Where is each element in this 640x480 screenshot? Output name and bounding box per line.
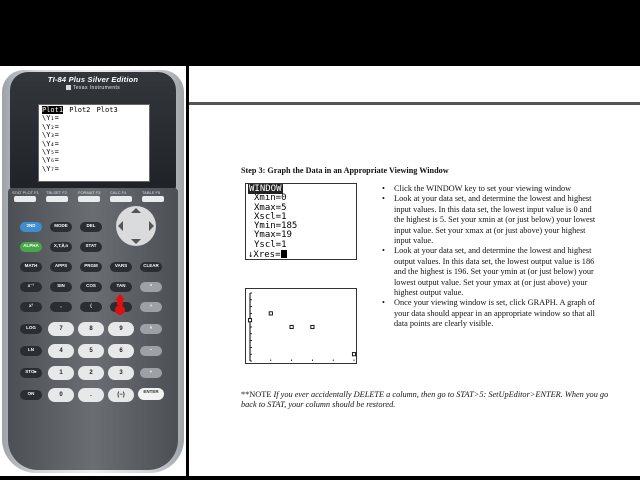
key-sin[interactable]: SIN: [50, 282, 72, 292]
key-cos[interactable]: COS: [80, 282, 102, 292]
key-1[interactable]: 1: [48, 366, 74, 380]
key-mode[interactable]: MODE: [50, 222, 72, 232]
zoom-key[interactable]: [78, 196, 100, 202]
key-inverse[interactable]: x⁻¹: [20, 282, 42, 292]
plot-row: [42, 106, 146, 114]
plot1-label[interactable]: Plot1: [42, 106, 64, 114]
calculator-model: TI-84 Plus Silver Edition: [47, 75, 139, 84]
data-point-4: [311, 325, 314, 328]
equation-y7: \Y₇=: [42, 164, 59, 173]
equation-y3: \Y₃=: [42, 131, 59, 140]
key-9[interactable]: 9: [108, 322, 134, 336]
window-key[interactable]: [46, 196, 68, 202]
key-power[interactable]: ^: [140, 282, 162, 292]
calculator-screen: [38, 104, 150, 182]
key-tan[interactable]: TAN: [110, 282, 132, 292]
calculator-top: [10, 72, 176, 192]
key-math[interactable]: MATH: [20, 262, 42, 272]
bullet-4: • Once your viewing window is set, click GRAPH. A graph of your data should appear in an appropriate window so that all data points are clearly visible.: [380, 298, 596, 329]
key-2[interactable]: 2: [78, 366, 104, 380]
calculator-panel: [0, 66, 186, 476]
key-lparen[interactable]: (: [80, 302, 102, 312]
note-prefix: **NOTE: [241, 390, 272, 399]
keypad: [8, 188, 178, 470]
window-xres: ↓Xres=: [248, 250, 281, 261]
key-sto[interactable]: STO▸: [20, 368, 42, 378]
key-on[interactable]: ON: [20, 390, 42, 400]
document-page: [189, 66, 640, 476]
key-log[interactable]: LOG: [20, 324, 42, 334]
window-title: WINDOW: [249, 184, 282, 194]
graph-screen-image: [245, 288, 357, 364]
note-text: If you ever accidentally DELETE a column, then go to STAT>5: SetUpEditor>ENTER. When you go back to STAT, your column should be restored.: [241, 390, 609, 410]
key-decimal[interactable]: .: [78, 388, 104, 402]
window-screen-image: [245, 183, 357, 260]
brand-text: Texas Instruments: [72, 85, 121, 91]
key-enter[interactable]: ENTER: [138, 388, 164, 400]
data-point-5: [352, 353, 355, 356]
cursor-icon: [281, 250, 287, 258]
arrow-pad[interactable]: [116, 206, 156, 246]
window-xscl: Xscl=1: [254, 211, 287, 222]
ti-logo-icon: [66, 85, 71, 90]
window-ymax: Ymax=19: [254, 230, 292, 241]
y-equals-key[interactable]: [14, 196, 36, 202]
equation-y4: \Y₄=: [42, 139, 59, 148]
calculator-brand: [10, 85, 176, 91]
document-header-rule: [189, 102, 640, 105]
fn-label-3: FORMAT F3: [78, 190, 101, 195]
fn-label-4: CALC F4: [110, 190, 127, 195]
bullet-1: • Click the WINDOW key to set your viewing window: [380, 184, 596, 194]
window-ymin: Ymin=185: [254, 221, 298, 232]
key-vars[interactable]: VARS: [110, 262, 132, 272]
instruction-list: [380, 184, 596, 330]
data-point-2: [269, 312, 272, 315]
scatter-plot: [246, 289, 358, 365]
equation-y6: \Y₆=: [42, 156, 59, 165]
key-2nd[interactable]: 2ND: [20, 222, 42, 232]
key-stat[interactable]: STAT: [80, 242, 102, 252]
key-7[interactable]: 7: [48, 322, 74, 336]
window-yscl: Yscl=1: [254, 239, 287, 250]
key-alpha[interactable]: ALPHA: [20, 242, 42, 252]
equation-y5: \Y₅=: [42, 148, 59, 157]
window-xmax: Xmax=5: [254, 202, 287, 213]
key-4[interactable]: 4: [48, 344, 74, 358]
key-apps[interactable]: APPS: [50, 262, 72, 272]
key-0[interactable]: 0: [48, 388, 74, 402]
equation-y1: \Y₁=: [42, 114, 59, 123]
graph-key[interactable]: [142, 196, 164, 202]
note-paragraph: [241, 390, 611, 411]
plot3-label[interactable]: Plot3: [96, 106, 118, 114]
key-clear[interactable]: CLEAR: [140, 262, 162, 272]
key-comma[interactable]: ,: [50, 302, 72, 312]
down-arrow-icon[interactable]: [131, 239, 141, 244]
key-6[interactable]: 6: [108, 344, 134, 358]
fn-label-1: STAT PLOT F1: [12, 190, 39, 195]
key-prgm[interactable]: PRGM: [80, 262, 102, 272]
key-xt[interactable]: X,T,θ,n: [50, 242, 72, 252]
fn-label-5: TABLE F5: [142, 190, 161, 195]
data-point-1: [248, 319, 251, 322]
press-indicator-icon: [112, 294, 128, 316]
step-title: Step 3: Graph the Data in an Appropriate Viewing Window: [241, 166, 449, 175]
left-arrow-icon[interactable]: [118, 221, 123, 231]
bullet-3: • Look at your data set, and determine the lowest and highest output values. In this data set, the lowest output value is 186 and the highest is 196. Set your ymin at (or just below) your lowest output value. Set your ymax at (or just above) your highest output value.: [380, 246, 596, 298]
key-square[interactable]: x²: [20, 302, 42, 312]
key-del[interactable]: DEL: [80, 222, 102, 232]
equation-y2: \Y₂=: [42, 122, 59, 131]
key-minus[interactable]: −: [140, 346, 162, 356]
key-multiply[interactable]: ×: [140, 324, 162, 334]
window-xres-row: [248, 250, 354, 260]
data-point-3: [290, 325, 293, 328]
window-xmin: Xmin=0: [254, 193, 287, 204]
up-arrow-icon[interactable]: [131, 208, 141, 213]
key-3[interactable]: 3: [108, 366, 134, 380]
key-negative[interactable]: (−): [108, 388, 134, 402]
plot2-label[interactable]: Plot2: [69, 106, 91, 114]
key-ln[interactable]: LN: [20, 346, 42, 356]
right-arrow-icon[interactable]: [149, 221, 154, 231]
key-divide[interactable]: ÷: [140, 302, 162, 312]
fn-label-2: TBLSET F2: [46, 190, 67, 195]
key-plus[interactable]: +: [140, 368, 162, 378]
calculator-body: [2, 70, 184, 473]
key-8[interactable]: 8: [78, 322, 104, 336]
key-5[interactable]: 5: [78, 344, 104, 358]
trace-key[interactable]: [110, 196, 132, 202]
bullet-2: • Look at your data set, and determine the lowest and highest input values. In this data set, the lowest input value is 0 and the highest is 5. Set your xmin at (or just below) your lowest input value. Set your xmax at (or just above) your highest input value.: [380, 194, 596, 246]
